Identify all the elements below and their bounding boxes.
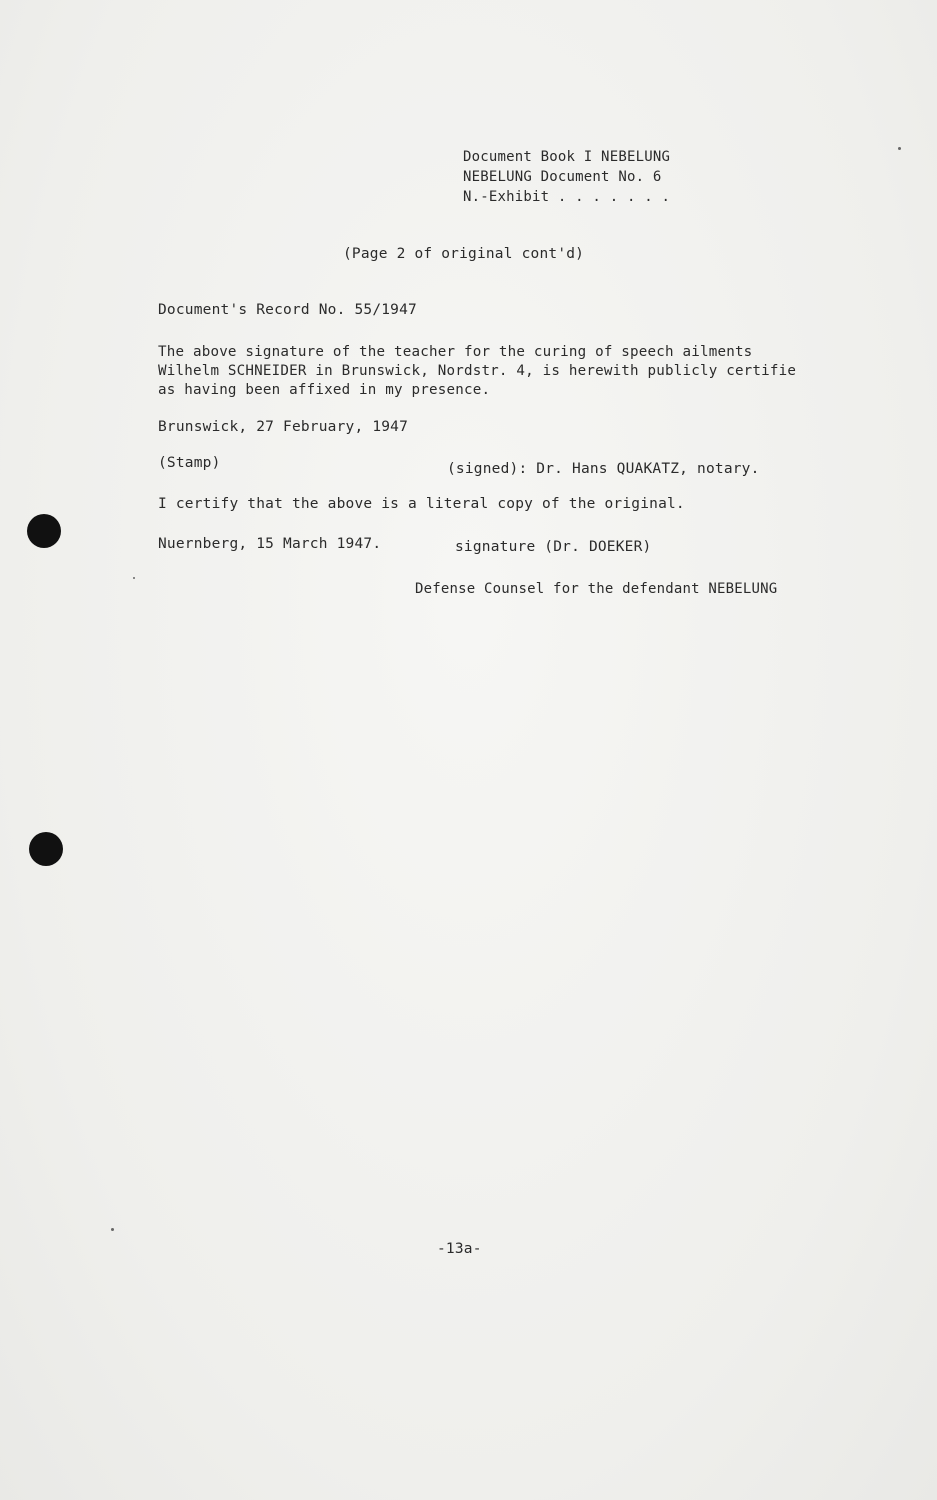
page-note: (Page 2 of original cont'd) xyxy=(343,246,585,262)
punch-hole-bottom xyxy=(29,832,63,866)
place-date-nuernberg: Nuernberg, 15 March 1947. xyxy=(158,536,382,552)
exhibit-line: N.-Exhibit . . . . . . . xyxy=(463,189,671,205)
stamp-note: (Stamp) xyxy=(158,455,221,471)
paper-speck xyxy=(898,147,901,150)
paper-speck xyxy=(111,1228,114,1231)
page-number: -13a- xyxy=(437,1241,482,1257)
paper-speck xyxy=(133,577,135,579)
notary-signed-line: (signed): Dr. Hans QUAKATZ, notary. xyxy=(447,461,760,477)
defense-counsel-line: Defense Counsel for the defendant NEBELUNG xyxy=(415,581,778,597)
document-number-line: NEBELUNG Document No. 6 xyxy=(463,169,662,185)
document-book-line: Document Book I NEBELUNG xyxy=(463,149,671,165)
certify-line: I certify that the above is a literal copy of the original. xyxy=(158,496,685,512)
paragraph-line-1: The above signature of the teacher for the curing of speech ailments xyxy=(158,344,753,360)
paragraph-line-3: as having been affixed in my presence. xyxy=(158,382,491,398)
record-number: Document's Record No. 55/1947 xyxy=(158,302,417,318)
paragraph-line-2: Wilhelm SCHNEIDER in Brunswick, Nordstr. 4, is herewith publicly certifie xyxy=(158,363,797,379)
place-date-brunswick: Brunswick, 27 February, 1947 xyxy=(158,419,409,435)
signature-line: signature (Dr. DOEKER) xyxy=(455,539,652,555)
punch-hole-top xyxy=(27,514,61,548)
